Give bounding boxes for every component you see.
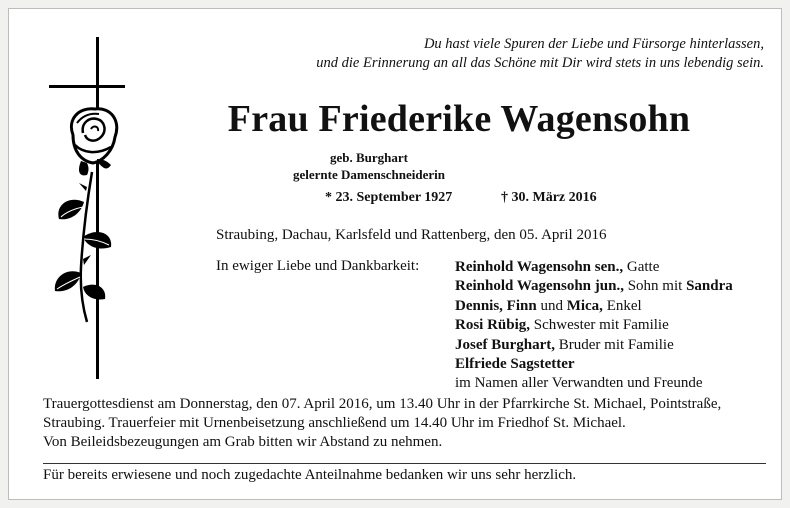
mourners-list [455, 258, 775, 394]
mourner-name: Elfriede Sagstetter [455, 356, 575, 373]
mourner-name: Rosi Rübig, [455, 317, 531, 334]
mourner-name: Reinhold Wagensohn sen., [455, 259, 624, 275]
thanks-note: Für bereits erwiesene und noch zugedachte Anteilnahme bedanken wir uns sehr herzlich. [43, 467, 577, 483]
service-line: Straubing. Trauerfeier mit Urnenbeisetzung anschließend um 14.40 Uhr im Friedhof St. Michael. [43, 415, 626, 431]
obituary-notice [8, 8, 782, 500]
maiden-name: geb. Burghart [330, 150, 408, 165]
mourner-relation: Sohn mit [623, 278, 687, 295]
funeral-service-info [43, 395, 775, 452]
service-line: Trauergottesdienst am Donnerstag, den 07. April 2016, um 13.40 Uhr in der Pfarrkirche St. Michael, Pointstraße, [43, 396, 722, 412]
mourner-row [455, 336, 775, 355]
mourner-name: Dennis, Finn [455, 297, 537, 314]
death-date: † 30. März 2016 [501, 190, 597, 205]
cross-with-rose-icon [37, 37, 129, 379]
quote-line: Du hast viele Spuren der Liebe und Fürsorge hinterlassen, [423, 36, 764, 52]
mourner-row [455, 297, 775, 316]
mourner-name: Sandra [686, 278, 733, 295]
place-and-date: Straubing, Dachau, Karlsfeld und Rattenberg, den 05. April 2016 [216, 227, 607, 243]
mourner-name: Mica, [566, 297, 603, 314]
mourner-relation: Bruder mit Familie [555, 336, 674, 353]
mourner-row [455, 316, 775, 335]
deceased-name: Frau Friederike Wagensohn [227, 98, 691, 140]
mourner-row [455, 258, 775, 277]
mourner-name: Reinhold Wagensohn jun., [455, 278, 624, 295]
mourner-row [455, 374, 775, 393]
mourners-lead: In ewiger Liebe und Dankbarkeit: [216, 258, 420, 274]
mourner-relation: Enkel [602, 297, 642, 314]
profession: gelernte Damenschneiderin [292, 167, 445, 182]
service-line: Von Beileidsbezeugungen am Grab bitten wir Abstand zu nehmen. [43, 434, 443, 450]
mourner-row [455, 277, 775, 296]
mourner-connector: und [536, 297, 567, 314]
deceased-details [209, 149, 529, 183]
mourner-relation: Schwester mit Familie [530, 317, 669, 334]
mourner-relation: im Namen aller Verwandten und Freunde [455, 375, 703, 392]
mourner-relation: Gatte [623, 259, 660, 275]
birth-date: * 23. September 1927 [325, 190, 453, 205]
memorial-quote [264, 35, 764, 73]
mourner-row [455, 355, 775, 374]
divider [43, 463, 766, 464]
mourner-name: Josef Burghart, [455, 336, 555, 353]
quote-line: und die Erinnerung an all das Schöne mit Dir wird stets in uns lebendig sein. [316, 55, 764, 71]
